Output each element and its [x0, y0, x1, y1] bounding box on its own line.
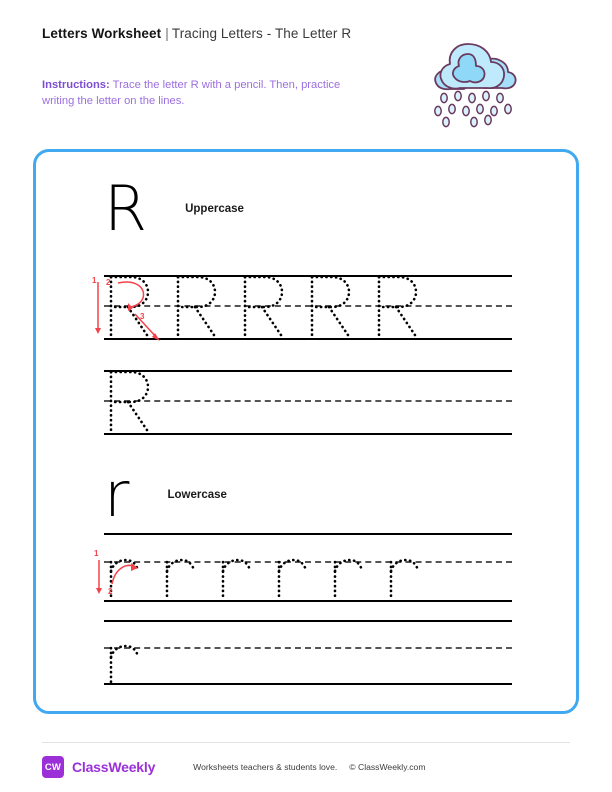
stroke-number-2: 2 [108, 587, 113, 596]
rain-cloud-illustration [424, 32, 524, 128]
rule-base [104, 600, 512, 602]
lowercase-sample [104, 458, 227, 531]
rule-cap [104, 533, 512, 535]
classweekly-brand-name: ClassWeekly [72, 759, 156, 775]
footer-copyright: © ClassWeekly.com [349, 762, 426, 772]
rule-mid [104, 305, 512, 307]
page-title-subtitle: Tracing Letters - The Letter R [171, 26, 352, 41]
rule-mid [104, 400, 512, 402]
page-title [42, 26, 422, 41]
rule-top [104, 275, 512, 277]
rule-top [104, 370, 512, 372]
rule-mid [104, 647, 512, 649]
instructions-label: Instructions: [42, 79, 110, 91]
uppercase-sample [104, 172, 244, 245]
stroke-number-2: 2 [106, 278, 111, 287]
footer-tagline: Worksheets teachers & students love. [193, 762, 338, 772]
uppercase-sample-letter: R [104, 172, 148, 245]
rule-base [104, 683, 512, 685]
stroke-number-3: 3 [140, 312, 145, 321]
classweekly-logo-badge: CW [42, 756, 64, 778]
rule-base [104, 338, 512, 340]
lowercase-sample-label: Lowercase [167, 489, 227, 501]
page-footer [42, 752, 570, 782]
stroke-number-1: 1 [94, 549, 99, 558]
page-title-main: Letters Worksheet [42, 26, 162, 41]
rule-mid [104, 561, 512, 563]
rule-base [104, 433, 512, 435]
footer-divider [42, 742, 570, 743]
rule-cap [104, 620, 512, 622]
uppercase-sample-label: Uppercase [185, 203, 244, 215]
lowercase-sample-letter: r [104, 458, 130, 531]
page-title-separator: | [165, 26, 169, 41]
page-header [42, 26, 422, 41]
stroke-number-1: 1 [92, 276, 97, 285]
instructions-block [42, 78, 372, 109]
worksheet-frame [33, 149, 579, 714]
instructions-text: Trace the letter R with a pencil. Then, practice writing the letter on the lines. [42, 79, 341, 107]
